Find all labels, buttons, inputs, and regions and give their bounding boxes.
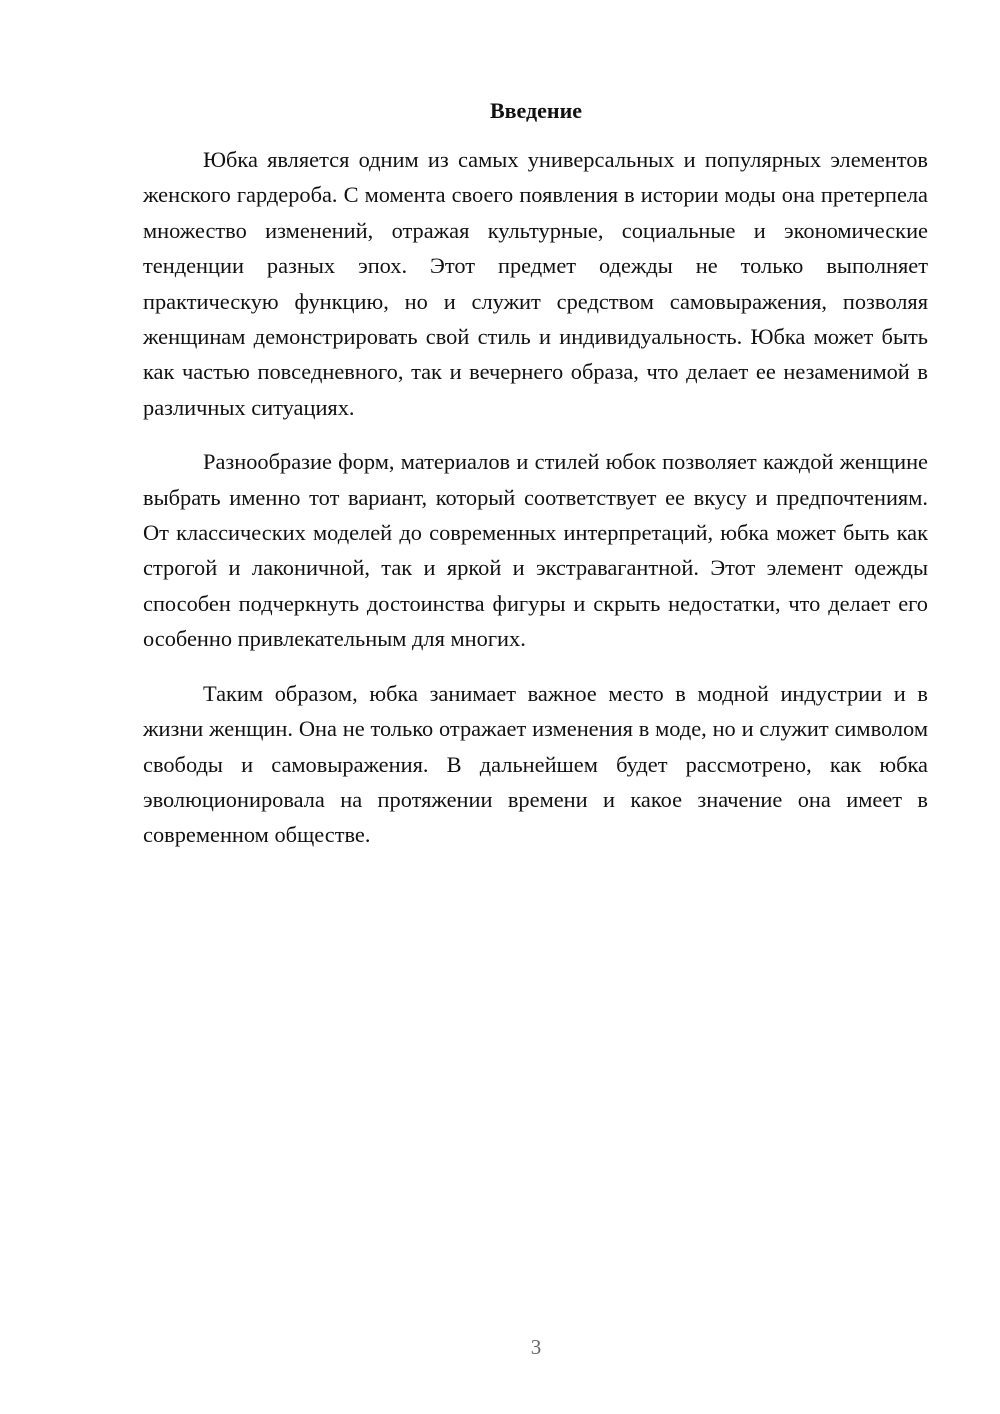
paragraph-3: Таким образом, юбка занимает важное место в модной индустрии и в жизни женщин. Она не только отражает изменения в моде, но и служит символом свободы и самовыражения. В дальнейшем будет рассмотрено, как юбка эволюционировала на протяжении времени и какое значение она имеет в современном обществе. (143, 680, 928, 848)
body-text (143, 142, 928, 872)
paragraph-1: Юбка является одним из самых универсальных и популярных элементов женского гардероба. С момента своего появления в истории моды она претерпела множество изменений, отражая культурные, социальные и экономические тенденции разных эпох. Этот предмет одежды не только выполняет практическую функцию, но и служит средством самовыражения, позволяя женщинам демонстрировать свой стиль и индивидуальность. Юбка может быть как частью повседневного, так и вечернего образа, что делает ее незаменимой в различных ситуациях. (143, 147, 928, 420)
page-number: 3 (530, 1335, 542, 1359)
paragraph-2: Разнообразие форм, материалов и стилей юбок позволяет каждой женщине выбрать именно тот вариант, который соответствует ее вкусу и предпочтениям. От классических моделей до современных интерпретаций, юбка может быть как строгой и лаконичной, так и яркой и экстравагантной. Этот элемент одежды способен подчеркнуть достоинства фигуры и скрыть недостатки, что делает его особенно привлекательным для многих. (143, 449, 928, 652)
section-title: Введение (489, 98, 583, 123)
